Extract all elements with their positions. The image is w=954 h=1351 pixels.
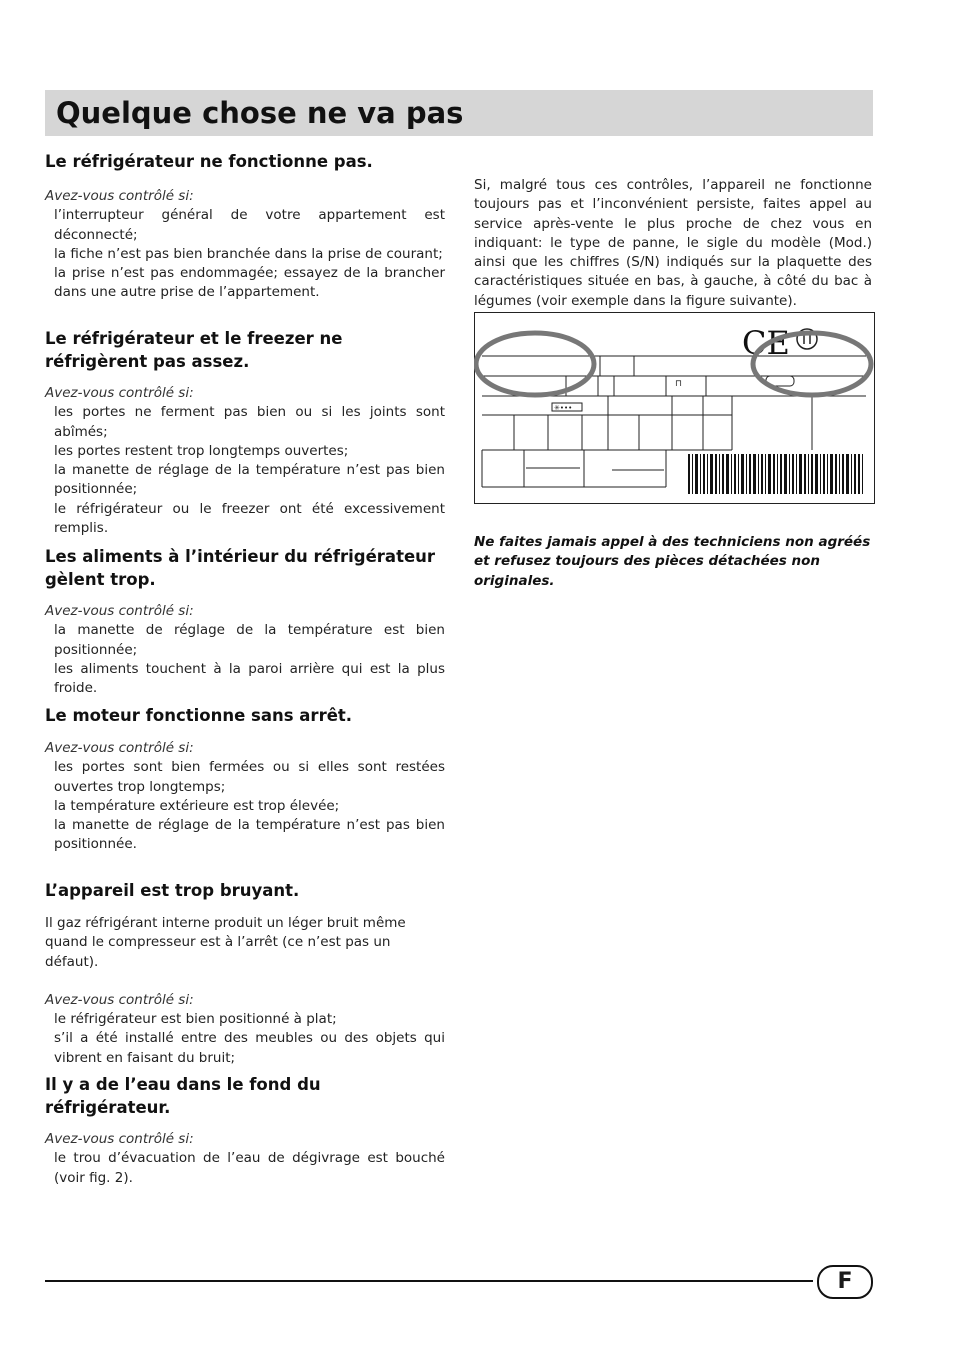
check-list [45,621,445,698]
section-heading: Le moteur fonctionne sans arrêt. [45,706,353,725]
section-not-cooling [45,327,445,538]
list-item: la température extérieure est trop élevée; [54,797,340,814]
section-not-working [45,150,445,303]
list-item: la manette de réglage de la température est bien positionnée; [54,622,445,658]
section-noisy [45,879,445,1068]
section-heading: Le réfrigérateur ne fonctionne pas. [45,152,373,171]
section-intro: Il gaz réfrigérant interne produit un léger bruit même quand le compresseur est à l’arrêt (ce n’est pas un défaut). [45,915,406,970]
section-question: Avez-vous contrôlé si: [45,188,194,204]
check-list [45,403,445,538]
check-list [45,1149,445,1188]
ce-mark: CE [742,324,790,362]
svg-text:⊓: ⊓ [675,379,683,389]
svg-text:✳•••: ✳••• [554,404,573,412]
section-heading: L’appareil est trop bruyant. [45,881,300,900]
section-question: Avez-vous contrôlé si: [45,385,194,401]
service-paragraph: Si, malgré tous ces contrôles, l’appareil ne fonctionne toujours pas et l’inconvénient persiste, faites appel au service après-vente le plus proche de chez vous en indiquant: le type de panne, le sigle du modèle (Mod.) ainsi que les chiffres (S/N) indiqués sur la plaquette des caractéristiques située en bas, à gauche, à côté du bac à légumes (voir exemple dans la figure suivante). [474,177,872,309]
check-list [45,1010,445,1068]
section-question: Avez-vous contrôlé si: [45,991,194,1008]
list-item: le réfrigérateur est bien positionné à plat; [54,1011,337,1028]
rating-plate-figure [474,312,875,508]
rating-plate-illustration [474,312,875,504]
section-heading: Les aliments à l’intérieur du réfrigérateur gèlent trop. [45,547,436,589]
section-heading: Il y a de l’eau dans le fond du réfrigérateur. [45,1075,321,1117]
section-question: Avez-vous contrôlé si: [45,603,194,619]
list-item: les portes restent trop longtemps ouvertes; [54,442,349,459]
check-list [45,758,445,854]
section-question: Avez-vous contrôlé si: [45,740,194,756]
section-heading: Le réfrigérateur et le freezer ne réfrigèrent pas assez. [45,329,343,371]
list-item: s’il a été installé entre des meubles ou des objets qui vibrent en faisant du bruit; [54,1030,445,1066]
section-question: Avez-vous contrôlé si: [45,1131,194,1147]
list-item: la fiche n’est pas bien branchée dans la prise de courant; [54,245,443,262]
list-item: le réfrigérateur ou le freezer ont été excessivement remplis. [54,500,445,537]
language-badge: F [817,1265,873,1299]
list-item: la manette de réglage de la température n’est pas bien positionnée; [54,462,445,498]
section-water [45,1073,445,1188]
list-item: les portes sont bien fermées ou si elles sont restées ouvertes trop longtemps; [54,759,445,795]
list-item: l’interrupteur général de votre appartement est déconnecté; [54,207,445,243]
title-bar [45,90,873,136]
section-too-cold [45,545,445,698]
check-list [45,206,445,302]
warning-note: Ne faites jamais appel à des techniciens non agréés et refusez toujours des pièces détachées non originales. [474,534,871,589]
right-column [474,176,872,311]
footer-rule [45,1280,813,1282]
list-item: le trou d’évacuation de l’eau de dégivrage est bouché (voir fig. 2). [54,1150,445,1186]
list-item: les aliments touchent à la paroi arrière qui est la plus froide. [54,660,445,697]
list-item: les portes ne ferment pas bien ou si les joints sont abîmés; [54,404,445,440]
list-item: la prise n’est pas endommagée; essayez de la brancher dans une autre prise de l’appartement. [54,265,445,301]
list-item: la manette de réglage de la température n’est pas bien positionnée. [54,817,445,853]
section-motor-running [45,704,445,855]
page-title: Quelque chose ne va pas [56,96,464,130]
